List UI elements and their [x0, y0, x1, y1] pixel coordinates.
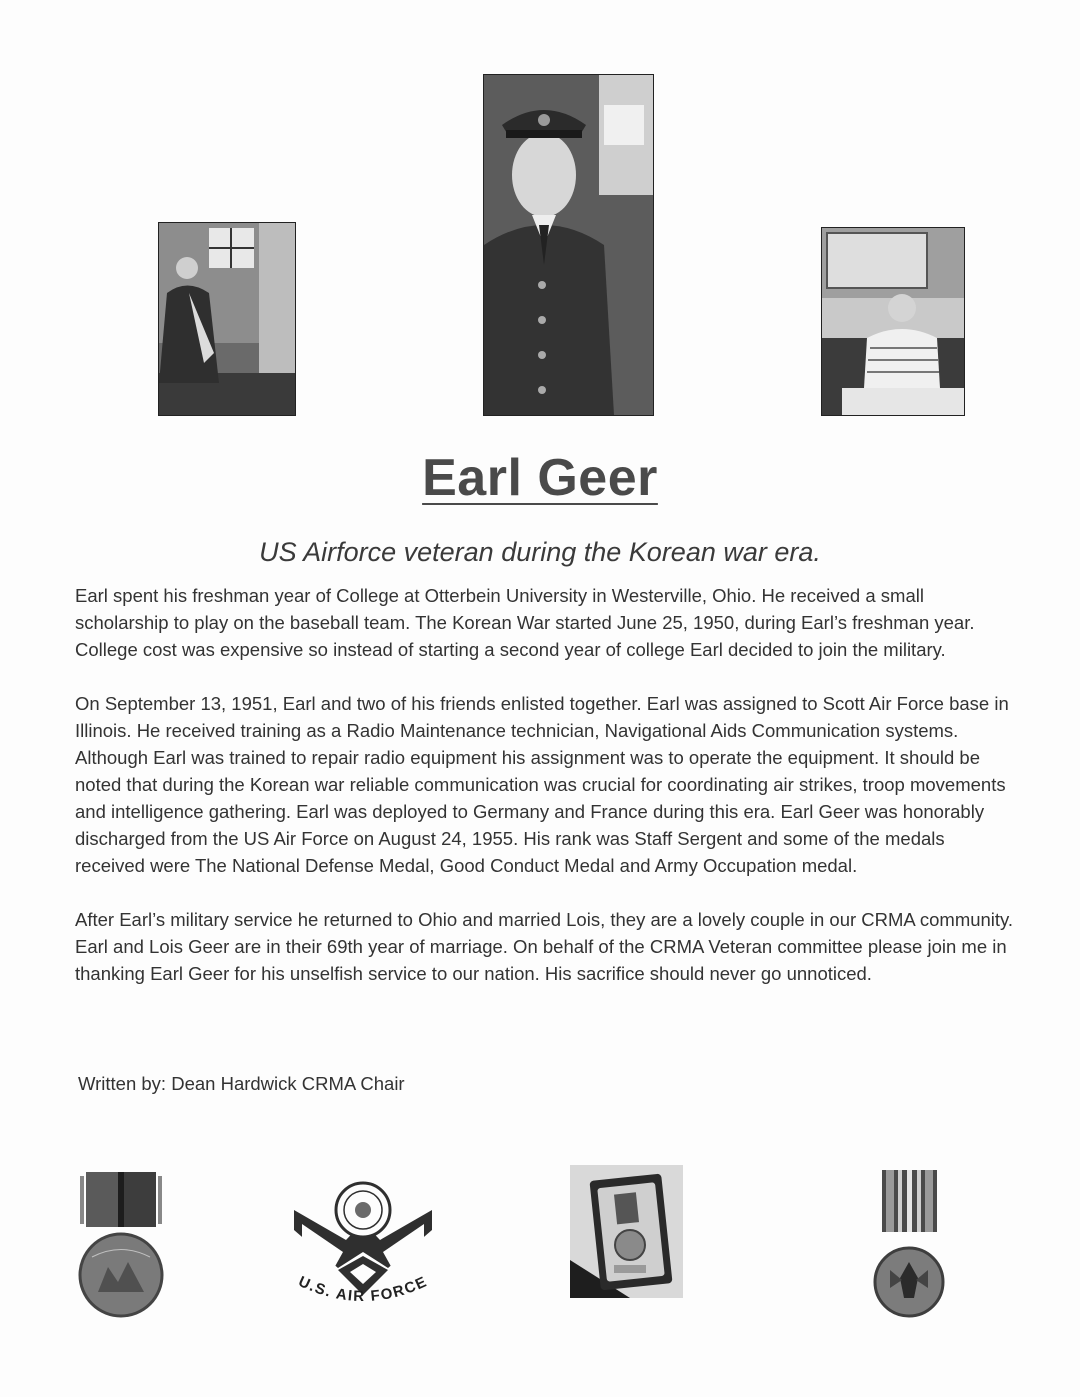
byline: Written by: Dean Hardwick CRMA Chair [78, 1073, 405, 1094]
army-occupation-medal-icon [78, 1172, 164, 1322]
photo-older-man [821, 227, 965, 416]
paragraph: After Earl’s military service he returned to Ohio and married Lois, they are a lovely couple in our CRMA community. Earl and Lois Geer are in their 69th year of marriage. On behalf of the CRMA Veteran committee please join me in thanking Earl Geer for his unselfish service to our nation. His sacrifice should never go unnoticed. [75, 909, 1014, 984]
air-force-wordmark [288, 1276, 438, 1316]
page-title: Earl Geer [422, 449, 658, 507]
article-body [75, 582, 1015, 987]
national-defense-medal-icon [872, 1170, 947, 1318]
good-conduct-medal-box-icon [570, 1165, 683, 1298]
photo-young-man [158, 222, 296, 416]
photo-airman-uniform [483, 74, 654, 416]
svg-text:U.S. AIR FORCE: U.S. AIR FORCE [295, 1276, 431, 1306]
subtitle: US Airforce veteran during the Korean war era. [259, 537, 821, 567]
paragraph: On September 13, 1951, Earl and two of his friends enlisted together. Earl was assigned to Scott Air Force base in Illinois. He received training as a Radio Maintenance technician, Navigational Aids Communication systems. Although Earl was trained to repair radio equipment his assignment was to operate the equipment. It should be noted that during the Korean war reliable communication was crucial for coordinating air strikes, troop movements and intelligence gathering. Earl was deployed to Germany and France during this era. Earl Geer was honorably discharged from the US Air Force on August 24, 1955. His rank was Staff Sergent and some of the medals received were The National Defense Medal, Good Conduct Medal and Army Occupation medal. [75, 693, 1009, 876]
paragraph: Earl spent his freshman year of College at Otterbein University in Westerville, Ohio. He received a small scholarship to play on the baseball team. The Korean War started June 25, 1950, during Earl’s freshman year. College cost was expensive so instead of starting a second year of college Earl decided to join the military. [75, 585, 975, 660]
